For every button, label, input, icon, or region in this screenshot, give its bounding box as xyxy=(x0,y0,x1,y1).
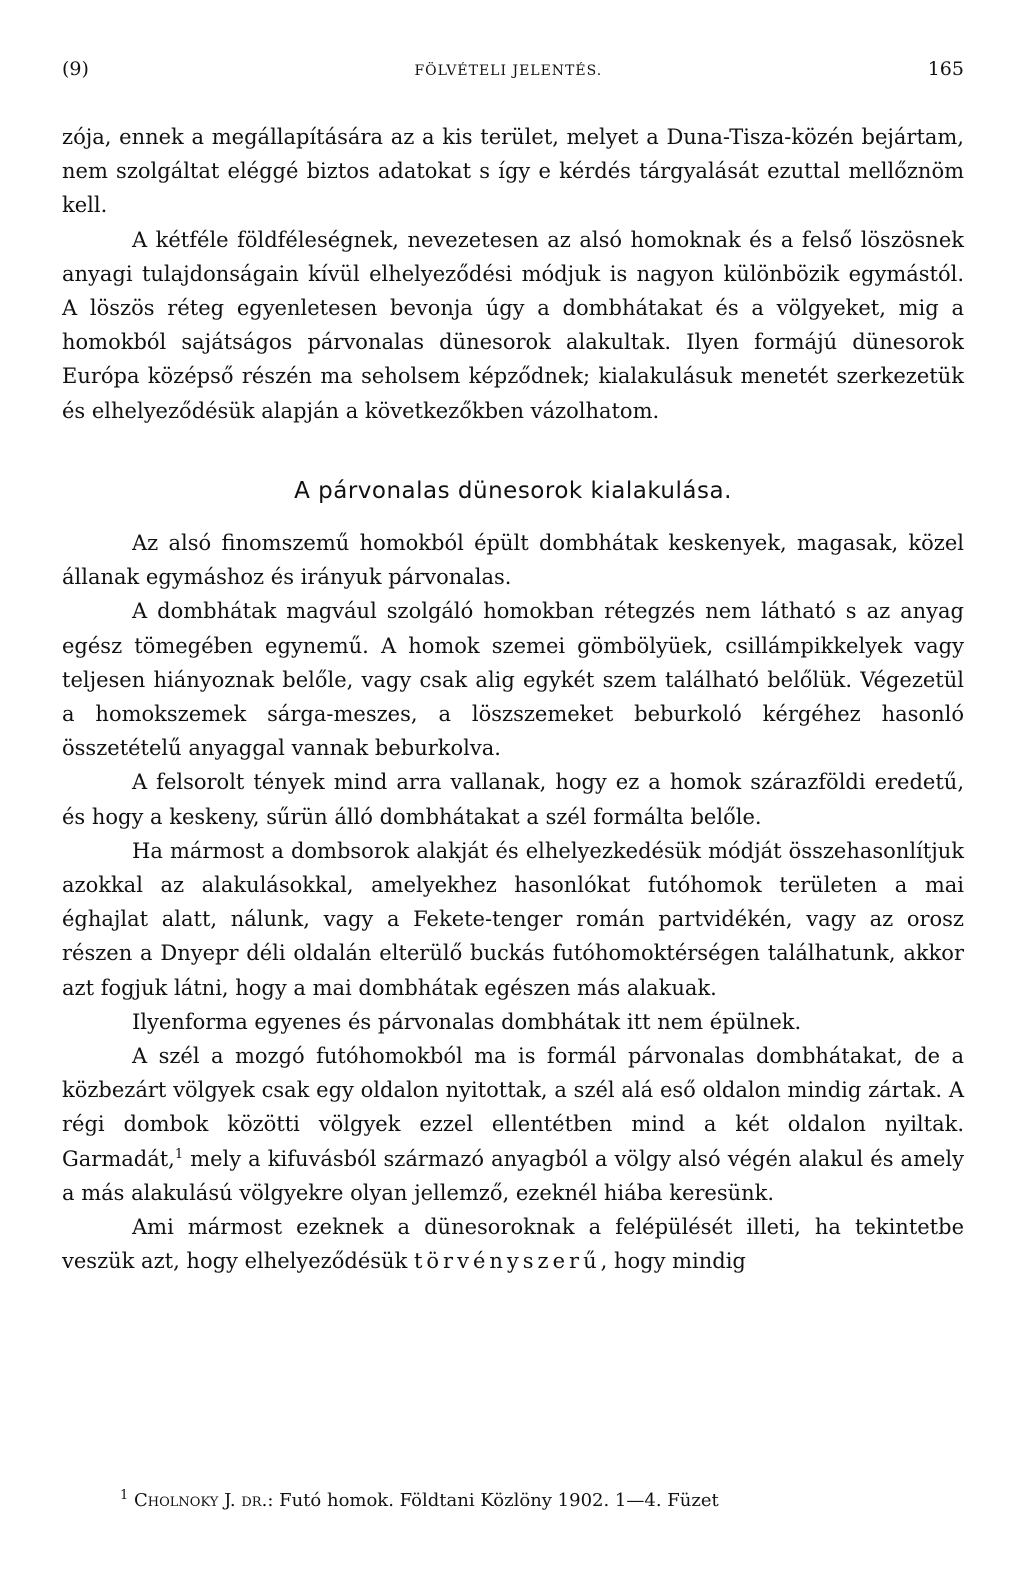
footnote-author: Cholnoky J. dr. xyxy=(134,1490,268,1511)
footnote xyxy=(120,1490,719,1511)
paragraph: A kétféle földféleségnek, nevezetesen az alsó homoknak és a felső löszösnek anyagi tulajdonságain kívül elhelyeződési módjuk is nagyon különbözik egymástól. A löszös réteg egyenletesen bevonja úgy a dombhátakat és a völgyeket, mig a homokból sajátságos párvonalas dünesorok alakultak. Ilyen formájú dünesorok Európa középső részén ma seholsem képződnek; kialakulásuk menetét szerkezetük és elhelyeződésük alapján a következőkben vázolhatom. xyxy=(62,227,964,423)
section-heading: A párvonalas dünesorok kialakulása. xyxy=(294,477,732,504)
paragraph-text: A szél a mozgó futóhomokból ma is formál párvonalas dombhátakat, de a közbezárt völgyek csak egy oldalon nyitottak, a szél alá eső oldalon mindig zártak. A régi dombok közötti völgyek ezzel ellentétben mind a két oldalon nyiltak. Garmadát, xyxy=(62,1044,964,1171)
footnote-marker: 1 xyxy=(174,1146,184,1162)
running-title: FÖLVÉTELI JELENTÉS. xyxy=(414,63,603,79)
footnote-number: 1 xyxy=(120,1488,129,1503)
page-number-left: (9) xyxy=(62,58,89,80)
paragraph: Az alsó finomszemű homokból épült dombhátak keskenyek, magasak, közel állanak egymáshoz és irányuk párvonalas. xyxy=(62,531,964,590)
body-text xyxy=(62,120,964,1279)
paragraph: A felsorolt tények mind arra vallanak, hogy ez a homok szárazföldi eredetű, és hogy a keskeny, sűrün álló dombhátakat a szél formálta belőle. xyxy=(62,770,964,829)
paragraph-text: Ami mármost ezeknek a dünesoroknak a felépülését illeti, ha tekintetbe veszük azt, hogy elhelyeződésük xyxy=(62,1215,964,1274)
paragraph-text: , hogy mindig xyxy=(600,1249,746,1274)
page xyxy=(62,58,964,1279)
paragraph xyxy=(62,1039,964,1210)
emphasized-text: törvényszerű xyxy=(413,1249,601,1274)
paragraph xyxy=(62,1210,964,1278)
paragraph: A dombhátak magvául szolgáló homokban rétegzés nem látható s az anyag egész tömegében egynemű. A homok szemei gömbölyüek, csillámpikkelyek vagy teljesen hiányoznak belőle, vagy csak alig egykét szem található belőlük. Végezetül a homokszemek sárga-meszes, a löszszemeket beburkoló kérgéhez hasonló összetételű anyaggal vannak beburkolva. xyxy=(62,599,964,761)
paragraph: zója, ennek a megállapítására az a kis terület, melyet a Duna-Tisza-közén bejártam, nem szolgáltat eléggé biztos adatokat s így e kérdés tárgyalását ezuttal mellőznöm kell. xyxy=(62,125,964,218)
paragraph: Ilyenforma egyenes és párvonalas dombhátak itt nem épülnek. xyxy=(132,1009,802,1034)
paragraph-text: mely a kifuvásból származó anyagból a völgy alsó végén alakul és amely a más alakulású völgyekre olyan jellemző, ezeknél hiába keresünk. xyxy=(62,1146,964,1205)
paragraph: Ha mármost a dombsorok alakját és elhelyezkedésük módját összehasonlítjuk azokkal az alakulásokkal, amelyekhez hasonlókat futóhomok területen a mai éghajlat alatt, nálunk, vagy a Fekete-tenger román partvidékén, vagy az orosz részen a Dnyepr déli oldalán elterülő buckás futóhomoktérségen találhatunk, akkor azt fogjuk látni, hogy a mai dombhátak egészen más alakuak. xyxy=(62,838,964,1000)
page-number-right: 165 xyxy=(927,58,964,80)
footnote-text: : Futó homok. Földtani Közlöny 1902. 1—4. Füzet xyxy=(267,1490,719,1511)
running-head xyxy=(62,58,964,92)
